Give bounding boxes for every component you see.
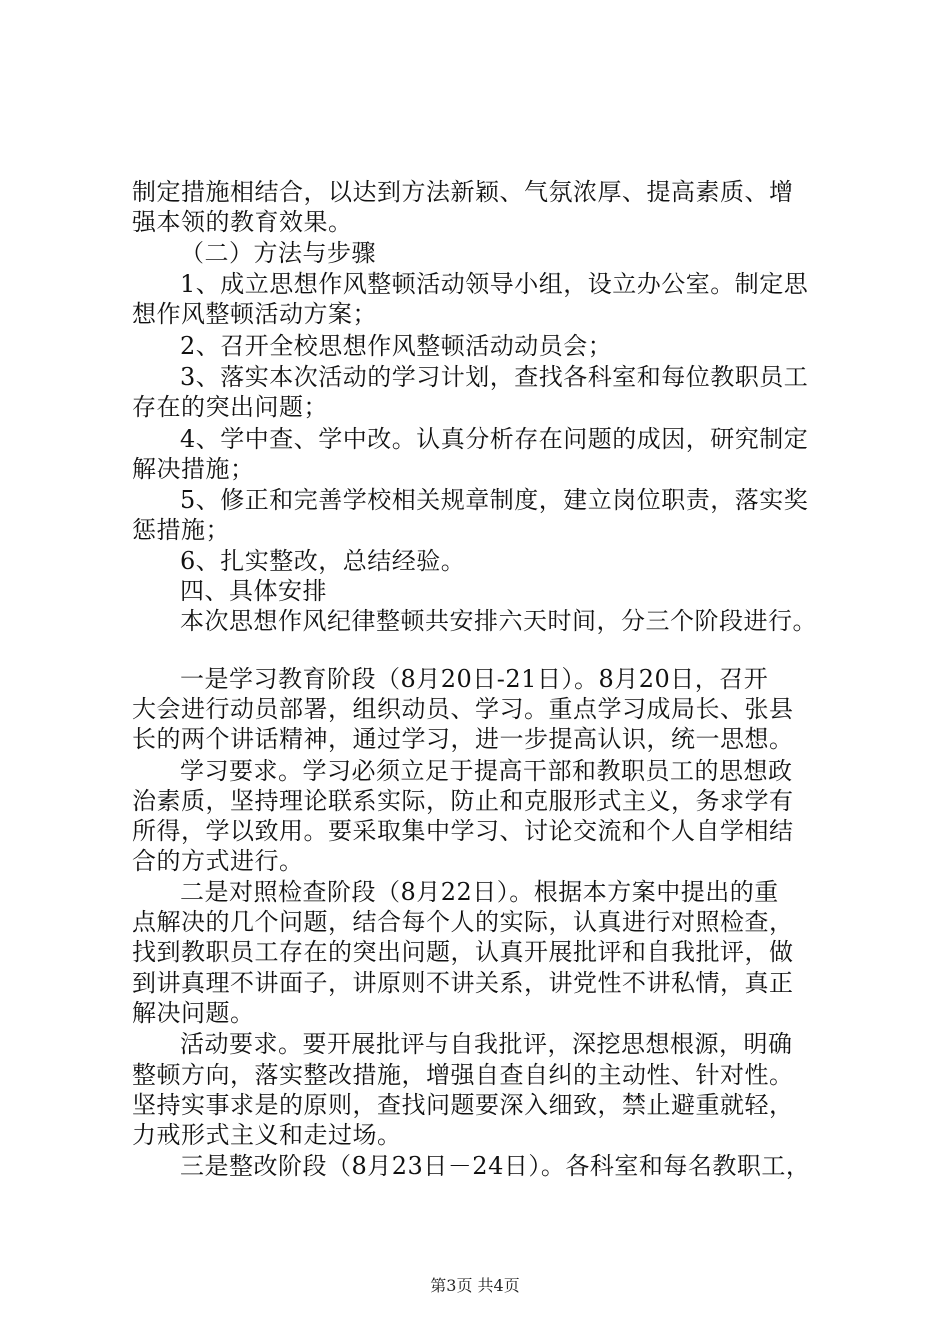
text-line: 一是学习教育阶段（8月20日-21日）。8月20日，召开 xyxy=(180,665,769,693)
page-footer: 第3页 共4页 xyxy=(430,1276,520,1295)
section-heading: （二）方法与步骤 xyxy=(180,239,376,267)
text-line: 4、学中查、学中改。认真分析存在问题的成因，研究制定 xyxy=(180,425,809,453)
text-line: 到讲真理不讲面子，讲原则不讲关系，讲党性不讲私情，真正 xyxy=(132,969,794,997)
text-line: 合的方式进行。 xyxy=(132,847,304,875)
text-line: 解决措施； xyxy=(132,455,255,483)
text-line: 坚持实事求是的原则，查找问题要深入细致，禁止避重就轻， xyxy=(132,1091,794,1119)
text-line: 点解决的几个问题，结合每个人的实际，认真进行对照检查， xyxy=(132,908,794,936)
text-line: 想作风整顿活动方案； xyxy=(132,300,377,328)
text-line: 治素质，坚持理论联系实际，防止和克服形式主义，务求学有 xyxy=(132,787,794,815)
text-line: 活动要求。要开展批评与自我批评，深挖思想根源，明确 xyxy=(180,1030,793,1058)
text-line: 力戒形式主义和走过场。 xyxy=(132,1121,402,1149)
text-line: 解决问题。 xyxy=(132,999,255,1027)
text-line: 2、召开全校思想作风整顿活动动员会； xyxy=(180,332,613,360)
text-line: 3、落实本次活动的学习计划，查找各科室和每位教职员工 xyxy=(180,363,809,391)
text-line: 本次思想作风纪律整顿共安排六天时间，分三个阶段进行。 xyxy=(180,607,817,635)
text-line: 二是对照检查阶段（8月22日）。根据本方案中提出的重 xyxy=(180,878,779,906)
text-line: 惩措施； xyxy=(132,516,230,544)
text-line: 5、修正和完善学校相关规章制度，建立岗位职责，落实奖 xyxy=(180,486,809,514)
text-line: 制定措施相结合，以达到方法新颖、气氛浓厚、提高素质、增 xyxy=(132,178,794,206)
text-line: 1、成立思想作风整顿活动领导小组，设立办公室。制定思 xyxy=(180,270,809,298)
text-line: 所得，学以致用。要采取集中学习、讨论交流和个人自学相结 xyxy=(132,817,794,845)
section-heading: 四、具体安排 xyxy=(180,577,327,605)
text-line: 找到教职员工存在的突出问题，认真开展批评和自我批评，做 xyxy=(132,938,794,966)
text-line: 存在的突出问题； xyxy=(132,393,328,421)
text-line: 长的两个讲话精神，通过学习，进一步提高认识，统一思想。 xyxy=(132,725,794,753)
text-line: 大会进行动员部署，组织动员、学习。重点学习成局长、张县 xyxy=(132,695,794,723)
text-line: 强本领的教育效果。 xyxy=(132,208,353,236)
text-line: 学习要求。学习必须立足于提高干部和教职员工的思想政 xyxy=(180,757,793,785)
text-line: 整顿方向，落实整改措施，增强自查自纠的主动性、针对性。 xyxy=(132,1061,794,1089)
text-line: 6、扎实整改，总结经验。 xyxy=(180,547,466,575)
text-line: 三是整改阶段（8月23日－24日）。各科室和每名教职工， xyxy=(180,1152,811,1180)
